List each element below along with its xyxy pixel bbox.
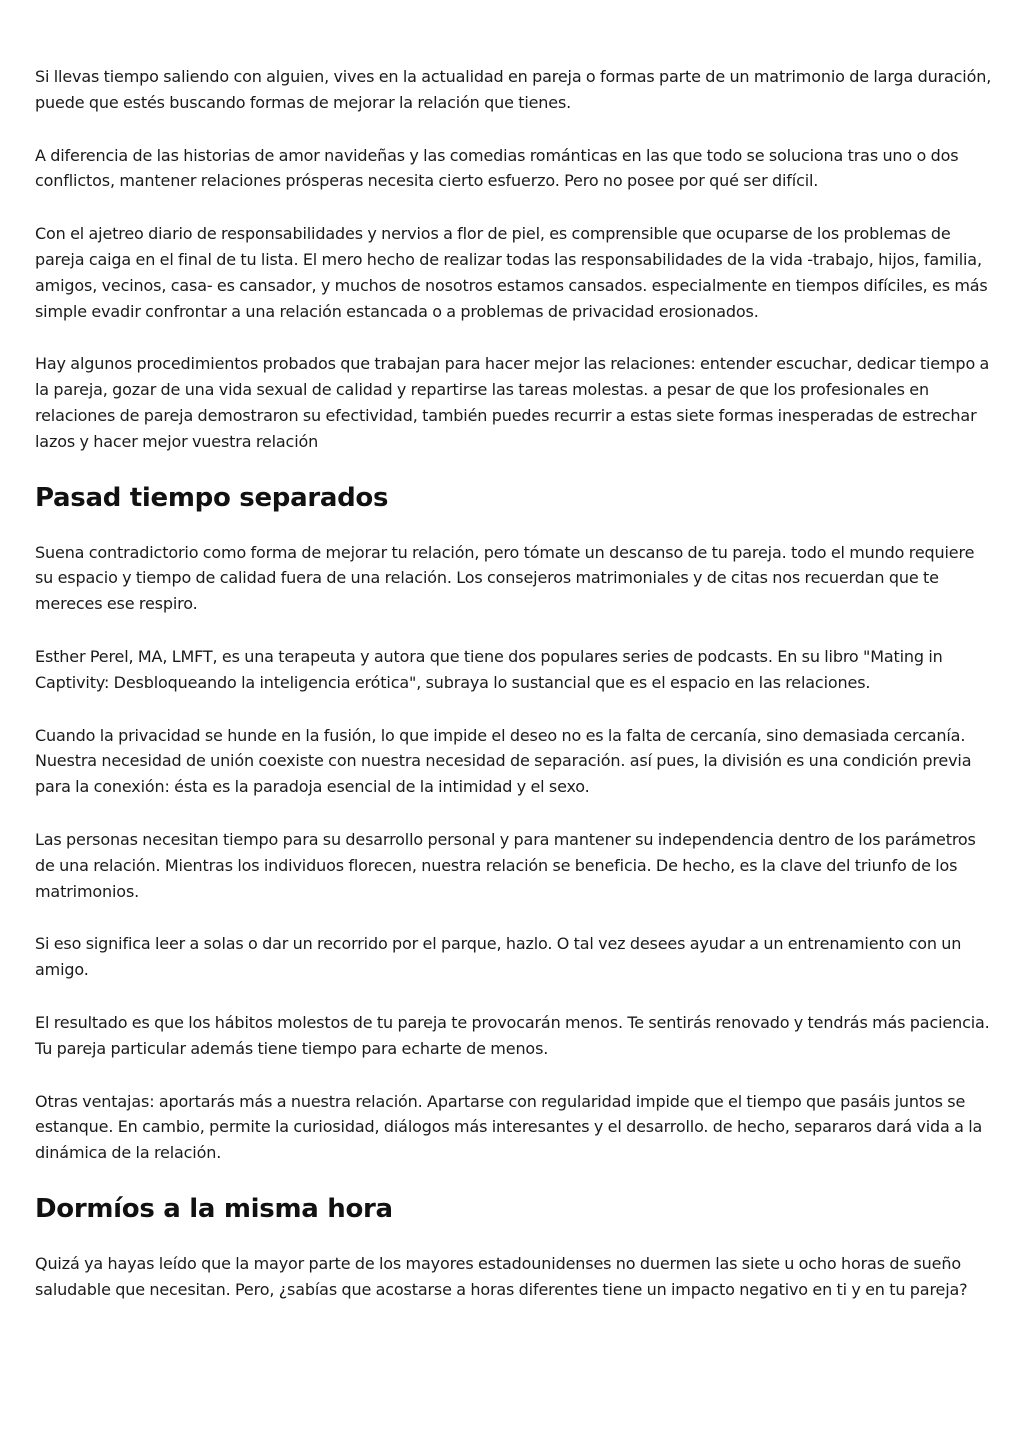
intro-paragraph-1: Si llevas tiempo saliendo con alguien, vives en la actualidad en pareja o formas parte de un matrimonio de larga duración, puede que estés buscando formas de mejorar la relación que tienes.	[35, 67, 992, 112]
intro-paragraph-2: A diferencia de las historias de amor navideñas y las comedias románticas en las que todo se soluciona tras uno o dos conflictos, mantener relaciones prósperas necesita cierto esfuerzo. Pero no posee por qué ser difícil.	[35, 145, 959, 191]
article-body	[35, 64, 993, 1330]
section1-paragraph-7: Otras ventajas: aportarás más a nuestra relación. Apartarse con regularidad impide que el tiempo que pasáis juntos se estanque. En cambio, permite la curiosidad, diálogos más interesantes y el desarrollo. de hecho, separaros dará vida a la dinámica de la relación.	[35, 1091, 983, 1163]
section-heading-pasad-tiempo-separados: Pasad tiempo separados	[35, 482, 389, 513]
intro-paragraph-4: Hay algunos procedimientos probados que trabajan para hacer mejor las relaciones: entender escuchar, dedicar tiempo a la pareja, gozar de una vida sexual de calidad y repartirse las tareas molestas. a pesar de que los profesionales en relaciones de pareja demostraron su efectividad, también puedes recurrir a estas siete formas inesperadas de estrechar lazos y hacer mejor vuestra relación	[35, 354, 990, 451]
section1-paragraph-1: Suena contradictorio como forma de mejorar tu relación, pero tómate un descanso de tu pareja. todo el mundo requiere su espacio y tiempo de calidad fuera de una relación. Los consejeros matrimoniales y de citas nos recuerdan que te mereces ese respiro.	[35, 542, 975, 614]
section1-paragraph-3: Cuando la privacidad se hunde en la fusión, lo que impide el deseo no es la falta de cercanía, sino demasiada cercanía. Nuestra necesidad de unión coexiste con nuestra necesidad de separación. así pues, la división es una condición previa para la conexión: ésta es la paradoja esencial de la intimidad y el sexo.	[35, 725, 972, 797]
section1-paragraph-4: Las personas necesitan tiempo para su desarrollo personal y para mantener su independencia dentro de los parámetros de una relación. Mientras los individuos florecen, nuestra relación se beneficia. De hecho, es la clave del triunfo de los matrimonios.	[35, 829, 976, 901]
section1-paragraph-5: Si eso significa leer a solas o dar un recorrido por el parque, hazlo. O tal vez desees ayudar a un entrenamiento con un amigo.	[35, 934, 962, 980]
section1-paragraph-6: El resultado es que los hábitos molestos de tu pareja te provocarán menos. Te sentirás renovado y tendrás más paciencia. Tu pareja particular además tiene tiempo para echarte de menos.	[35, 1012, 990, 1058]
section2-paragraph-1: Quizá ya hayas leído que la mayor parte de los mayores estadounidenses no duermen las siete u ocho horas de sueño saludable que necesitan. Pero, ¿sabías que acostarse a horas diferentes tiene un impacto negativo en ti y en tu pareja?	[35, 1253, 968, 1299]
section-heading-dormios-a-la-misma-hora: Dormíos a la misma hora	[35, 1193, 393, 1224]
intro-paragraph-3: Con el ajetreo diario de responsabilidades y nervios a flor de piel, es comprensible que ocuparse de los problemas de pareja caiga en el final de tu lista. El mero hecho de realizar todas las responsabilidades de la vida -trabajo, hijos, familia, amigos, vecinos, casa- es cansador, y muchos de nosotros estamos cansados. especialmente en tiempos difíciles, es más simple evadir confrontar a una relación estancada o a problemas de privacidad erosionados.	[35, 224, 988, 321]
section1-paragraph-2: Esther Perel, MA, LMFT, es una terapeuta y autora que tiene dos populares series de podcasts. En su libro "Mating in Captivity: Desbloqueando la inteligencia erótica", subraya lo sustancial que es el espacio en las relaciones.	[35, 646, 943, 692]
